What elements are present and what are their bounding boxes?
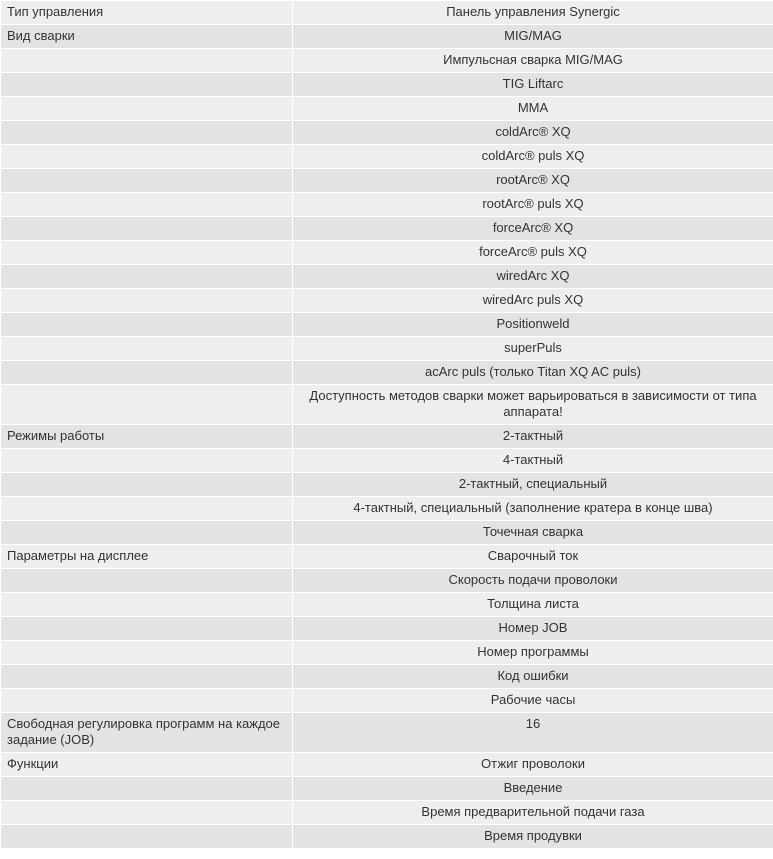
row-value: Код ошибки [293,665,773,689]
table-row [1,25,773,49]
row-label [1,641,293,665]
row-value: 2-тактный [293,425,773,449]
row-label [1,49,293,73]
table-row [1,641,773,665]
row-label [1,473,293,497]
table-row [1,121,773,145]
table-row [1,689,773,713]
row-label [1,569,293,593]
row-value: Доступность методов сварки может варьироваться в зависимости от типа аппарата! [293,385,773,425]
row-label [1,241,293,265]
row-value: 2-тактный, специальный [293,473,773,497]
row-label [1,801,293,825]
row-value: Скорость подачи проволоки [293,569,773,593]
table-row [1,777,773,801]
table-row [1,73,773,97]
row-value: MMA [293,97,773,121]
row-value: 16 [293,713,773,753]
table-row [1,241,773,265]
table-row [1,289,773,313]
table-row [1,713,773,753]
row-label: Тип управления [1,1,293,25]
table-row [1,825,773,849]
row-value: Время предварительной подачи газа [293,801,773,825]
table-row [1,617,773,641]
table-row [1,337,773,361]
table-row [1,361,773,385]
table-row [1,145,773,169]
row-label [1,777,293,801]
row-label [1,337,293,361]
row-value: superPuls [293,337,773,361]
row-label [1,217,293,241]
row-value: Импульсная сварка MIG/MAG [293,49,773,73]
row-label [1,169,293,193]
row-value: coldArc® puls XQ [293,145,773,169]
row-value: 4-тактный [293,449,773,473]
row-label [1,97,293,121]
row-label [1,313,293,337]
row-value: Номер программы [293,641,773,665]
table-row [1,169,773,193]
row-label: Свободная регулировка программ на каждое задание (JOB) [1,713,293,753]
table-row [1,385,773,425]
table-row [1,801,773,825]
row-label [1,449,293,473]
row-label [1,593,293,617]
row-value: Введение [293,777,773,801]
row-value: MIG/MAG [293,25,773,49]
row-value: Панель управления Synergic [293,1,773,25]
row-value: Толщина листа [293,593,773,617]
table-row [1,265,773,289]
table-row [1,1,773,25]
table-row [1,193,773,217]
row-value: wiredArc XQ [293,265,773,289]
table-row [1,425,773,449]
row-value: TIG Liftarc [293,73,773,97]
row-label [1,497,293,521]
row-label: Вид сварки [1,25,293,49]
row-value: Отжиг проволоки [293,753,773,777]
row-label [1,617,293,641]
row-value: wiredArc puls XQ [293,289,773,313]
row-label [1,73,293,97]
row-value: forceArc® puls XQ [293,241,773,265]
row-label [1,665,293,689]
row-label [1,121,293,145]
table-row [1,449,773,473]
table-row [1,521,773,545]
row-value: Рабочие часы [293,689,773,713]
row-value: Время продувки [293,825,773,849]
table-row [1,473,773,497]
row-value: 4-тактный, специальный (заполнение кратера в конце шва) [293,497,773,521]
table-row [1,569,773,593]
row-value: acArc puls (только Titan XQ AC puls) [293,361,773,385]
row-value: forceArc® XQ [293,217,773,241]
row-label [1,521,293,545]
row-label [1,689,293,713]
row-label [1,193,293,217]
row-value: coldArc® XQ [293,121,773,145]
row-value: rootArc® XQ [293,169,773,193]
table-row [1,497,773,521]
row-value: Positionweld [293,313,773,337]
table-row [1,217,773,241]
row-label: Режимы работы [1,425,293,449]
row-label [1,361,293,385]
row-label: Параметры на дисплее [1,545,293,569]
table-row [1,545,773,569]
table-row [1,49,773,73]
table-row [1,313,773,337]
row-label [1,289,293,313]
row-label [1,825,293,849]
table-row [1,665,773,689]
row-value: Сварочный ток [293,545,773,569]
row-label [1,265,293,289]
row-value: Номер JOB [293,617,773,641]
table-row [1,97,773,121]
row-label [1,145,293,169]
row-label: Функции [1,753,293,777]
row-value: rootArc® puls XQ [293,193,773,217]
table-row [1,593,773,617]
row-label [1,385,293,425]
row-value: Точечная сварка [293,521,773,545]
table-row [1,753,773,777]
